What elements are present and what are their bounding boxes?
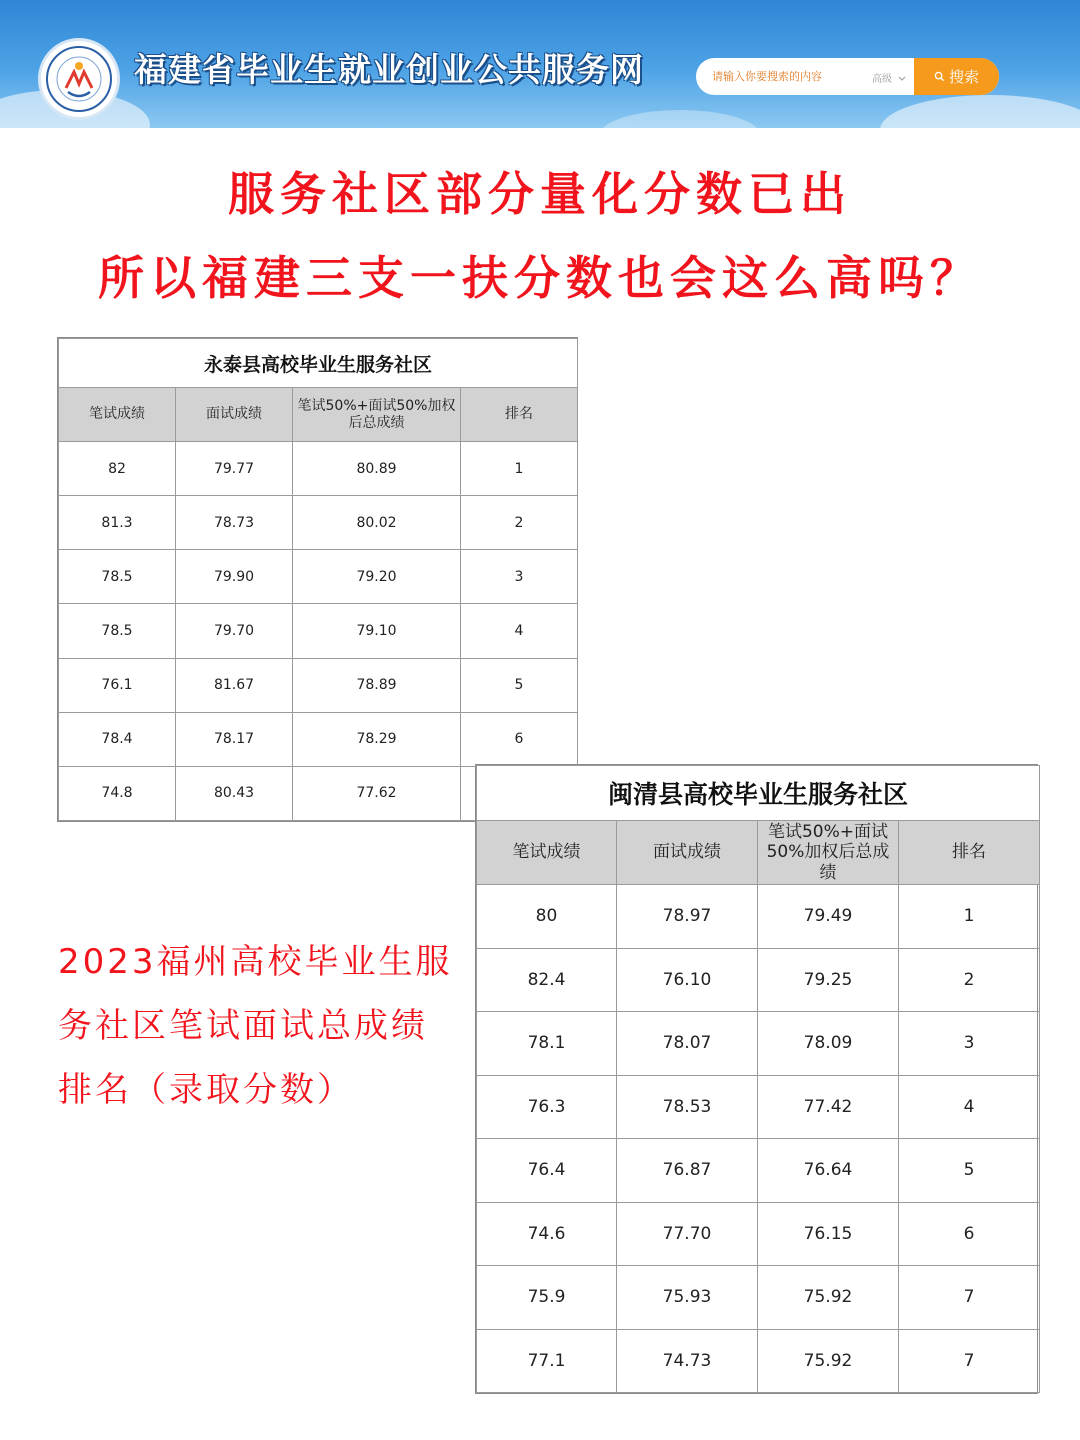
table-row (477, 1012, 1040, 1076)
table-cell: 76.64 (758, 1139, 899, 1203)
table-cell: 5 (461, 658, 578, 712)
site-logo[interactable] (38, 38, 120, 120)
table-cell: 80 (477, 885, 617, 949)
column-header: 笔试50%+面试50%加权后总成绩 (293, 388, 461, 442)
table-cell: 78.73 (176, 496, 293, 550)
table-cell: 74.8 (59, 766, 176, 820)
yongtai-score-table (57, 337, 578, 822)
search-button[interactable] (914, 58, 999, 95)
table-cell: 76.10 (617, 948, 758, 1012)
caption-note: 2023福州高校毕业生服务社区笔试面试总成绩排名（录取分数） (58, 942, 453, 1110)
table-cell: 74.6 (477, 1202, 617, 1266)
table-cell: 78.17 (176, 712, 293, 766)
search-button-label: 搜索 (948, 68, 979, 86)
column-header: 笔试50%+面试50%加权后总成绩 (758, 821, 899, 885)
column-header: 排名 (899, 821, 1040, 885)
table-cell: 79.49 (758, 885, 899, 949)
table-cell: 3 (461, 550, 578, 604)
advanced-search-dropdown[interactable] (872, 70, 906, 85)
table-row (477, 948, 1040, 1012)
cloud-decoration (600, 110, 760, 128)
table-cell: 1 (899, 885, 1040, 949)
table-cell: 76.4 (477, 1139, 617, 1203)
advanced-label: 高级 (872, 74, 892, 85)
table-cell: 77.62 (293, 766, 461, 820)
table-cell: 77.42 (758, 1075, 899, 1139)
table-row (477, 1139, 1040, 1203)
table-cell: 76.3 (477, 1075, 617, 1139)
table-cell: 5 (899, 1139, 1040, 1203)
site-title[interactable]: 福建省毕业生就业创业公共服务网 (134, 50, 644, 89)
table-cell: 81.3 (59, 496, 176, 550)
table-cell: 4 (461, 604, 578, 658)
table-cell: 2 (461, 496, 578, 550)
table-title: 永泰县高校毕业生服务社区 (59, 339, 578, 388)
table-row (477, 1266, 1040, 1330)
table-cell: 79.90 (176, 550, 293, 604)
table-cell: 2 (899, 948, 1040, 1012)
table-cell: 79.20 (293, 550, 461, 604)
table-cell: 82 (59, 442, 176, 496)
table-cell: 74.73 (617, 1329, 758, 1393)
table-cell: 79.70 (176, 604, 293, 658)
table-cell: 76.1 (59, 658, 176, 712)
table-cell: 7 (899, 1266, 1040, 1330)
table-cell: 75.92 (758, 1266, 899, 1330)
headline-line-2: 所以福建三支一扶分数也会这么高吗？ (98, 251, 982, 305)
table-cell: 78.97 (617, 885, 758, 949)
table-row (59, 550, 578, 604)
table-row (477, 885, 1040, 949)
table-row (477, 1202, 1040, 1266)
table-cell: 79.25 (758, 948, 899, 1012)
table-cell: 80.02 (293, 496, 461, 550)
university-emblem-icon (44, 44, 114, 114)
table-cell: 80.43 (176, 766, 293, 820)
table-cell: 6 (461, 712, 578, 766)
table-cell: 78.29 (293, 712, 461, 766)
table-row (477, 1329, 1040, 1393)
table-cell: 78.09 (758, 1012, 899, 1076)
table-cell: 81.67 (176, 658, 293, 712)
table-cell: 4 (899, 1075, 1040, 1139)
site-header (0, 0, 1080, 128)
table-cell: 79.77 (176, 442, 293, 496)
table-row (59, 496, 578, 550)
table-cell: 3 (899, 1012, 1040, 1076)
table-row (59, 658, 578, 712)
column-header: 笔试成绩 (477, 821, 617, 885)
table-cell: 80.89 (293, 442, 461, 496)
table-row (59, 604, 578, 658)
table-cell: 76.15 (758, 1202, 899, 1266)
table-cell: 78.4 (59, 712, 176, 766)
table-cell: 78.5 (59, 604, 176, 658)
table-row (59, 442, 578, 496)
search-input[interactable] (712, 58, 862, 95)
table-cell: 79.10 (293, 604, 461, 658)
table-cell: 78.53 (617, 1075, 758, 1139)
table-cell: 78.07 (617, 1012, 758, 1076)
table-cell: 6 (899, 1202, 1040, 1266)
table-cell: 75.92 (758, 1329, 899, 1393)
table-cell: 78.5 (59, 550, 176, 604)
table-cell: 82.4 (477, 948, 617, 1012)
headline-line-1: 服务社区部分量化分数已出 (228, 167, 852, 221)
search-bar (696, 58, 999, 95)
column-header: 面试成绩 (176, 388, 293, 442)
table-row (59, 712, 578, 766)
chevron-down-icon (898, 76, 906, 82)
column-header: 笔试成绩 (59, 388, 176, 442)
table-title: 闽清县高校毕业生服务社区 (477, 766, 1040, 821)
table-cell: 75.93 (617, 1266, 758, 1330)
table-cell: 75.9 (477, 1266, 617, 1330)
search-icon (934, 71, 945, 82)
table-cell: 77.70 (617, 1202, 758, 1266)
table-cell: 78.1 (477, 1012, 617, 1076)
table-cell: 78.89 (293, 658, 461, 712)
table-cell: 77.1 (477, 1329, 617, 1393)
cloud-decoration (880, 95, 1080, 128)
table-cell: 7 (899, 1329, 1040, 1393)
table-cell: 1 (461, 442, 578, 496)
table-cell: 76.87 (617, 1139, 758, 1203)
table-row (477, 1075, 1040, 1139)
column-header: 面试成绩 (617, 821, 758, 885)
column-header: 排名 (461, 388, 578, 442)
minqing-score-table (475, 764, 1038, 1394)
